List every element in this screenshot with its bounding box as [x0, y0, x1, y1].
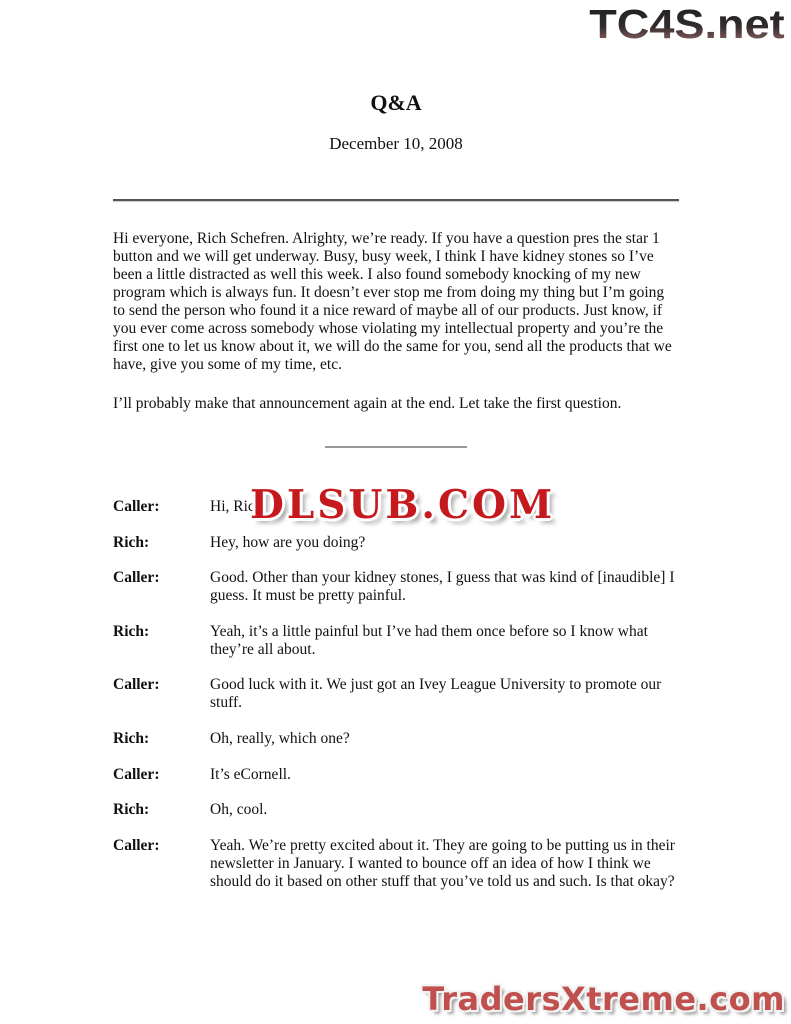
dialogue-list	[113, 498, 679, 891]
utterance-text: Oh, cool.	[210, 801, 268, 819]
dialogue-row	[113, 837, 679, 891]
dlsub-watermark: DLSUB.COM	[250, 482, 556, 528]
speaker-label: Rich:	[113, 533, 150, 551]
top-divider	[113, 199, 679, 201]
speaker-label: Rich:	[113, 801, 150, 819]
utterance-text: It’s eCornell.	[210, 765, 291, 783]
speaker-label: Rich:	[113, 729, 150, 747]
dialogue-row	[113, 676, 679, 712]
utterance-text: Hi, Rich	[210, 498, 263, 515]
page-title: Q&A	[370, 90, 422, 115]
speaker-label: Rich:	[113, 622, 150, 640]
utterance-text: Yeah. We’re pretty excited about it. They are going to be putting us in their newsletter in January. I wanted to bounce off an idea of how I think we should do it based on other stuff that you’ve told us and such. Is that okay?	[210, 836, 675, 890]
tc4s-site-logo: TC4S.net	[589, 1, 785, 47]
speaker-label: Caller:	[113, 765, 160, 783]
intro-paragraph-2: I’ll probably make that announcement again at the end. Let take the first question.	[113, 395, 622, 412]
date-line: December 10, 2008	[329, 134, 463, 153]
utterance-text: Good. Other than your kidney stones, I guess that was kind of [inaudible] I guess. It must be pretty painful.	[210, 569, 675, 605]
dialogue-row	[113, 766, 679, 784]
utterance-text: Oh, really, which one?	[210, 729, 350, 747]
dialogue-row	[113, 534, 679, 552]
intro-paragraph-1: Hi everyone, Rich Schefren. Alrighty, we’re ready. If you have a question pres the star 1 button and we will get underway. Busy, busy week, I think I have kidney stones so I’ve been a little distracted as well this week. I also found somebody knocking of my new program which is always fun. It doesn’t ever stop me from doing my thing but I’m going to send the person who found it a nice reward of maybe all of our products. Just know, if you ever come across somebody whose violating my intellectual property and you’re the first one to let us know about it, we will do the same for you, send all the products that we have, give you some of my time, etc.	[113, 230, 672, 373]
dialogue-row	[113, 623, 679, 659]
utterance-text: Good luck with it. We just got an Ivey League University to promote our stuff.	[210, 676, 662, 712]
speaker-label: Caller:	[113, 498, 160, 515]
section-divider	[325, 446, 467, 448]
speaker-label: Caller:	[113, 836, 160, 854]
dialogue-row	[113, 801, 679, 819]
dialogue-row	[113, 730, 679, 748]
tradersxtreme-site-logo: TradersXtreme.com	[422, 980, 785, 1018]
dialogue-row	[113, 569, 679, 605]
utterance-text: Hey, how are you doing?	[210, 533, 366, 551]
speaker-label: Caller:	[113, 676, 160, 694]
utterance-text: Yeah, it’s a little painful but I’ve had them once before so I know what they’re all about.	[210, 622, 648, 658]
speaker-label: Caller:	[113, 569, 160, 587]
